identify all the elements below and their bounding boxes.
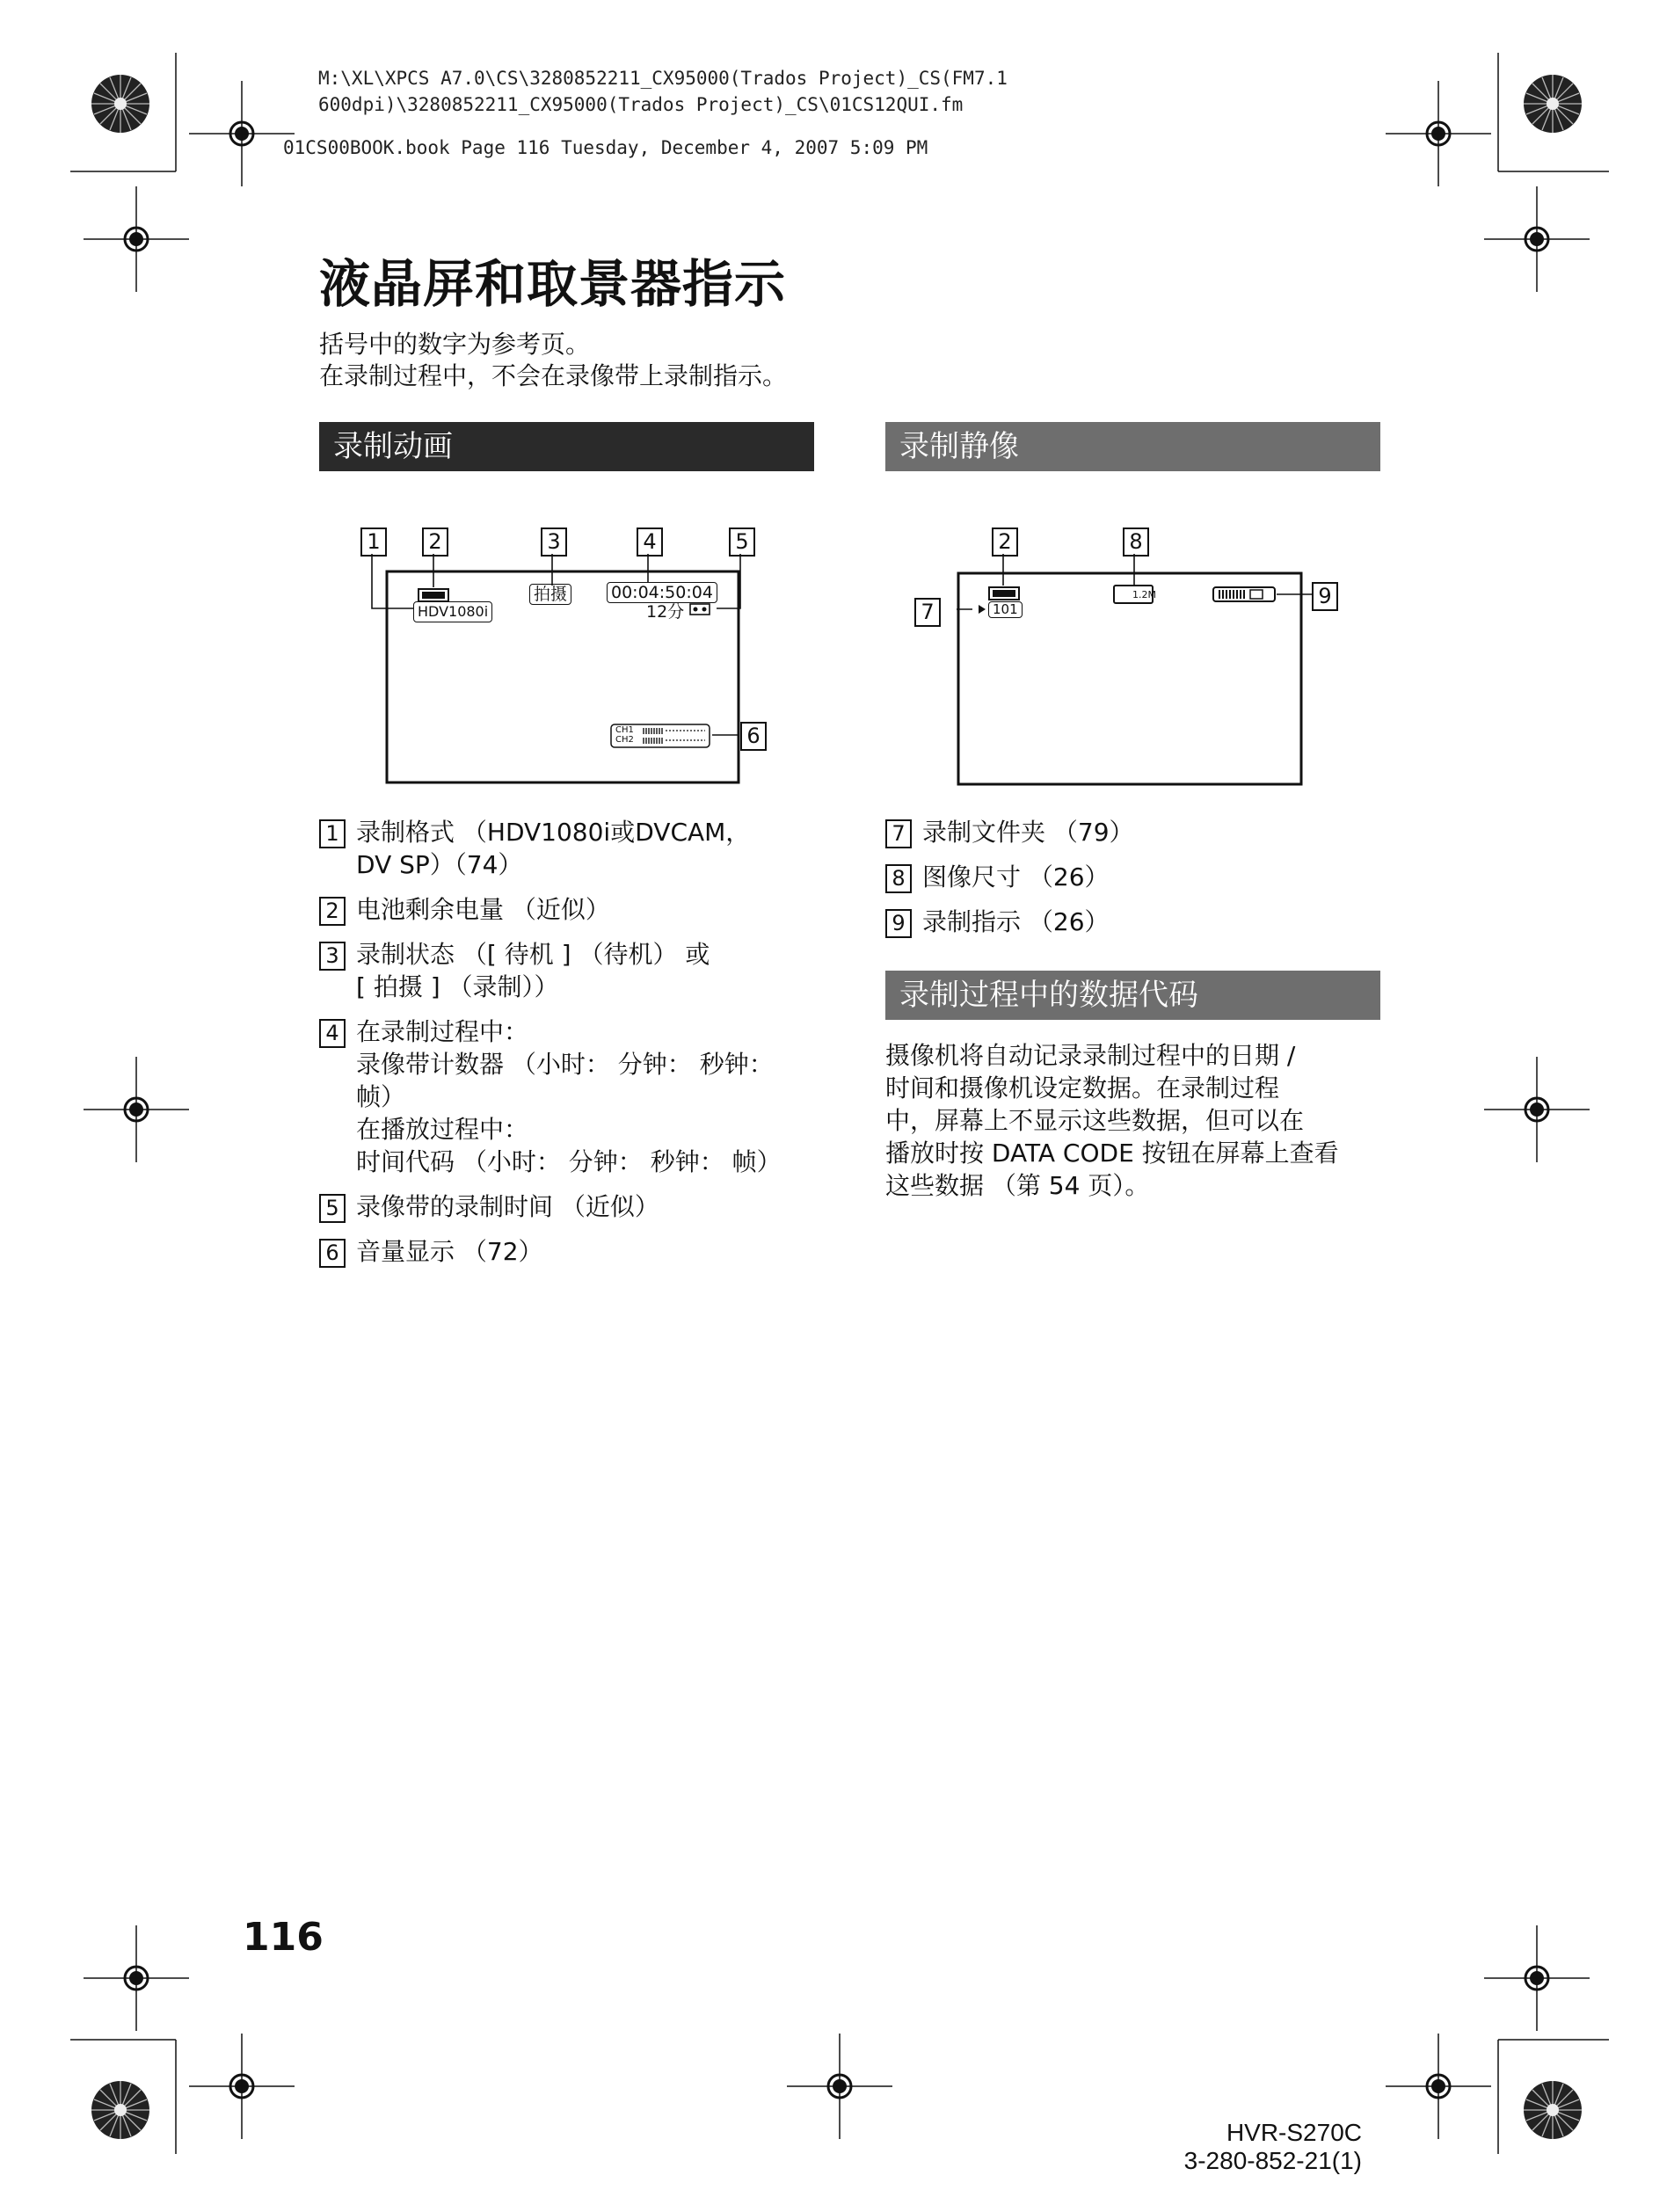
intro-line-1: 括号中的数字为参考页。 [319, 330, 591, 359]
page-number: 116 [243, 1915, 324, 1960]
ch1-label: CH1 [615, 725, 634, 735]
callout-5: 5 [729, 528, 755, 557]
callout-6: 6 [740, 722, 767, 751]
print-header-line-2: 600dpi)\3280852211_CX95000(Trados Project)_CS\01CS12QUI.fm [318, 94, 964, 115]
item-number: 3 [319, 942, 346, 971]
still-screen-diagram [914, 528, 1336, 791]
page-title: 液晶屏和取景器指示 [319, 254, 787, 314]
recording-status-badge: 拍摄 [529, 584, 571, 605]
section-header-still: 录制静像 [885, 422, 1380, 471]
item-text: 录制文件夹 （79） [922, 818, 1134, 847]
item-number: 9 [885, 909, 912, 938]
item-number: 6 [319, 1239, 346, 1268]
item-text-continued: 帧） [356, 1082, 406, 1111]
item-text: 录制格式 （HDV1080i或DVCAM， [356, 818, 751, 847]
list-item [885, 816, 1387, 848]
item-text: 录像带的录制时间 （近似） [356, 1192, 659, 1221]
item-text: 电池剩余电量 （近似） [356, 895, 610, 924]
item-number: 8 [885, 864, 912, 893]
play-arrow-icon [979, 605, 986, 614]
item-text: 音量显示 （72） [356, 1237, 543, 1266]
item-number: 2 [319, 897, 346, 926]
still-screen-lines [914, 528, 1336, 791]
item-text: 图像尺寸 （26） [922, 862, 1110, 891]
movie-indicator-list [319, 816, 847, 1268]
remaining-time-label: 12分 [646, 602, 685, 622]
item-text: 录制状态 （[ 待机 ] （待机） 或 [356, 940, 710, 969]
item-text-continued: 时间代码 （小时： 分钟： 秒钟： 帧） [356, 1147, 782, 1176]
paragraph-line: 时间和摄像机设定数据。在录制过程 [885, 1073, 1280, 1102]
list-item [319, 1190, 847, 1223]
tape-counter-display: 00:04:50:04 [607, 582, 717, 603]
item-text: 录制指示 （26） [922, 907, 1110, 936]
list-item [319, 816, 847, 881]
item-text-continued: [ 拍摄 ] （录制）） [356, 972, 559, 1001]
item-text-continued: 录像带计数器 （小时： 分钟： 秒钟： [356, 1050, 774, 1079]
callout-9: 9 [1312, 582, 1338, 611]
list-item [319, 1235, 847, 1268]
section-header-datacode: 录制过程中的数据代码 [885, 971, 1380, 1020]
movie-screen-diagram [360, 528, 765, 791]
callout-3: 3 [541, 528, 567, 557]
ch2-label: CH2 [615, 735, 634, 745]
item-number: 7 [885, 819, 912, 848]
list-item [319, 938, 847, 1003]
image-size-label: 1.2M [1132, 589, 1156, 600]
list-item [319, 1015, 847, 1178]
callout-2: 2 [992, 528, 1018, 557]
callout-7: 7 [914, 598, 941, 627]
paragraph-line: 摄像机将自动记录录制过程中的日期 / [885, 1041, 1296, 1070]
movie-screen-lines [360, 528, 765, 791]
still-indicator-list [885, 816, 1387, 938]
item-number: 1 [319, 819, 346, 848]
print-header-line-1: M:\XL\XPCS A7.0\CS\3280852211_CX95000(Trados Project)_CS(FM7.1 [318, 68, 1008, 89]
item-text-continued: DV SP）（74） [356, 850, 523, 879]
print-header-line-3: 01CS00BOOK.book Page 116 Tuesday, December 4, 2007 5:09 PM [283, 137, 928, 158]
list-item [885, 861, 1387, 893]
hdv1080i-format-icon: HDV1080i [413, 601, 492, 622]
paragraph-line: 这些数据 （第 54 页）。 [885, 1171, 1150, 1200]
callout-2: 2 [422, 528, 448, 557]
model-number: HVR-S270C [1226, 2119, 1362, 2146]
callout-1: 1 [360, 528, 387, 557]
item-number: 4 [319, 1019, 346, 1048]
item-text-continued: 在播放过程中： [356, 1115, 529, 1144]
paragraph-line: 中，屏幕上不显示这些数据，但可以在 [885, 1106, 1305, 1135]
datacode-paragraph [885, 1039, 1387, 1202]
item-text: 在录制过程中： [356, 1017, 529, 1046]
item-number: 5 [319, 1194, 346, 1223]
list-item [319, 893, 847, 926]
part-number: 3-280-852-21(1) [1183, 2147, 1362, 2174]
list-item [885, 906, 1387, 938]
tape-icon [690, 604, 710, 615]
intro-line-2: 在录制过程中，不会在录像带上录制指示。 [319, 361, 788, 390]
callout-8: 8 [1123, 528, 1149, 557]
callout-4: 4 [637, 528, 663, 557]
recording-folder-badge: 101 [988, 601, 1023, 618]
paragraph-line: 播放时按 DATA CODE 按钮在屏幕上查看 [885, 1139, 1339, 1168]
section-header-movie: 录制动画 [319, 422, 814, 471]
